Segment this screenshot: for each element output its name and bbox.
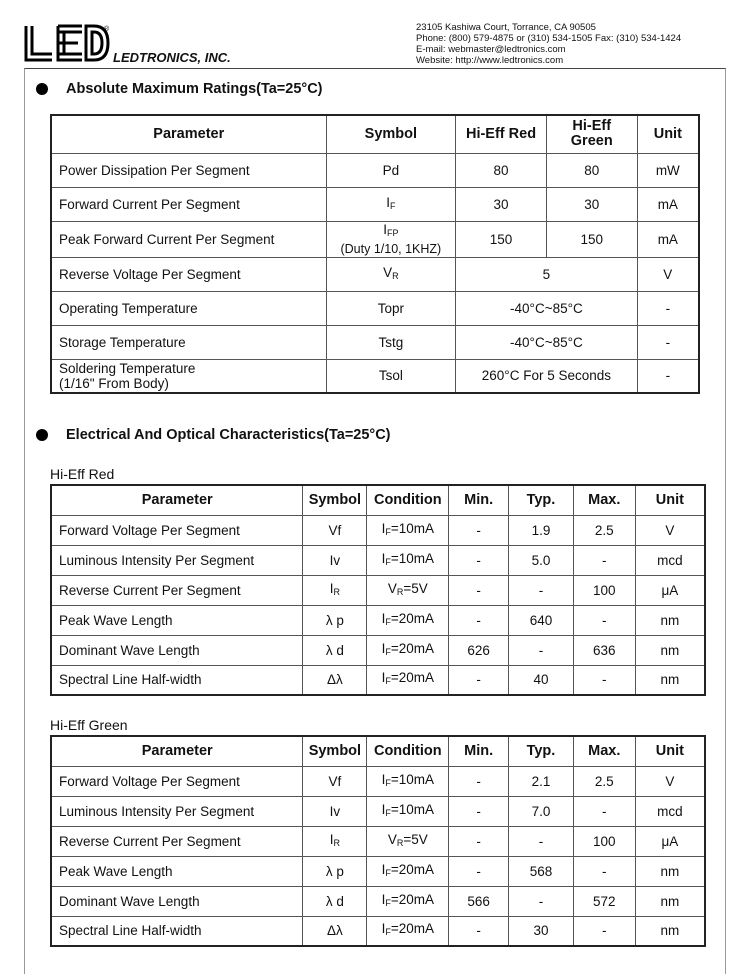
col-header: Unit bbox=[635, 485, 705, 515]
table-row: Operating Temperature Topr -40°C~85°C - bbox=[51, 291, 699, 325]
col-header: Typ. bbox=[509, 485, 574, 515]
contact-info bbox=[416, 22, 681, 66]
table-row: Reverse Voltage Per Segment $V_R$ 5 V bbox=[51, 257, 699, 291]
table-row: Forward Voltage Per Segment Vf $I_F=10mA$ - 2.1 2.5 V bbox=[51, 766, 705, 796]
col-header: Min. bbox=[449, 485, 509, 515]
col-header: Hi-Eff Red bbox=[456, 115, 547, 153]
col-header: Hi-Eff Green bbox=[546, 115, 637, 153]
red-subtitle: Hi-Eff Red bbox=[50, 466, 115, 482]
red-table bbox=[50, 484, 706, 696]
table-row: Storage Temperature Tstg -40°C~85°C - bbox=[51, 325, 699, 359]
green-subtitle: Hi-Eff Green bbox=[50, 717, 128, 733]
table-row: Forward Current Per Segment $I_F$ 30 30 mA bbox=[51, 187, 699, 221]
eoc-title: Electrical And Optical Characteristics(Ta=25°C) bbox=[36, 427, 391, 443]
phone: Phone: (800) 579-4875 or (310) 534-1505 Fax: (310) 534-1424 bbox=[416, 33, 682, 44]
table-row: Reverse Current Per Segment $I_R$ $V_R=5V$ - - 100 μA bbox=[51, 575, 705, 605]
table-row: Peak Wave Length λ p $I_F=20mA$ - 640 - nm bbox=[51, 605, 705, 635]
col-header: Typ. bbox=[509, 736, 574, 766]
col-header: Unit bbox=[637, 115, 699, 153]
bullet-icon bbox=[36, 83, 48, 95]
col-header: Parameter bbox=[51, 485, 303, 515]
email: E-mail: webmaster@ledtronics.com bbox=[416, 44, 566, 55]
table-row: Reverse Current Per Segment $I_R$ $V_R=5V$ - - 100 μA bbox=[51, 826, 705, 856]
table-row: Luminous Intensity Per Segment Iv $I_F=10mA$ - 5.0 - mcd bbox=[51, 545, 705, 575]
company-name: LEDTRONICS, INC. bbox=[113, 50, 231, 65]
col-header: Unit bbox=[635, 736, 705, 766]
table-row: Power Dissipation Per Segment Pd 80 80 mW bbox=[51, 153, 699, 187]
table-row: Spectral Line Half-width Δλ $I_F=20mA$ - 30 - nm bbox=[51, 916, 705, 946]
table-row: Luminous Intensity Per Segment Iv $I_F=10mA$ - 7.0 - mcd bbox=[51, 796, 705, 826]
col-header: Symbol bbox=[303, 736, 367, 766]
col-header: Min. bbox=[449, 736, 509, 766]
col-header: Parameter bbox=[51, 736, 303, 766]
green-table bbox=[50, 735, 706, 947]
amr-table bbox=[50, 114, 700, 394]
led-logo bbox=[22, 22, 112, 66]
table-row: Peak Forward Current Per Segment $I_{FP}$ (Duty 1/10, 1KHZ) 150 150 mA bbox=[51, 221, 699, 257]
table-row: Soldering Temperature (1/16" From Body) Tsol 260°C For 5 Seconds - bbox=[51, 359, 699, 393]
col-header: Max. bbox=[573, 736, 635, 766]
bullet-icon bbox=[36, 429, 48, 441]
col-header: Symbol bbox=[326, 115, 456, 153]
col-header: Condition bbox=[367, 485, 449, 515]
table-row: Forward Voltage Per Segment Vf $I_F=10mA$ - 1.9 2.5 V bbox=[51, 515, 705, 545]
svg-text:®: ® bbox=[104, 26, 110, 33]
table-row: Peak Wave Length λ p $I_F=20mA$ - 568 - nm bbox=[51, 856, 705, 886]
address: 23105 Kashiwa Court, Torrance, CA 90505 bbox=[416, 22, 596, 33]
table-row: Dominant Wave Length λ d $I_F=20mA$ 626 - 636 nm bbox=[51, 635, 705, 665]
col-header: Condition bbox=[367, 736, 449, 766]
col-header: Symbol bbox=[303, 485, 367, 515]
website: Website: http://www.ledtronics.com bbox=[416, 55, 564, 66]
amr-title: Absolute Maximum Ratings(Ta=25°C) bbox=[36, 81, 323, 97]
table-row: Spectral Line Half-width Δλ $I_F=20mA$ - 40 - nm bbox=[51, 665, 705, 695]
table-row: Dominant Wave Length λ d $I_F=20mA$ 566 - 572 nm bbox=[51, 886, 705, 916]
col-header: Parameter bbox=[51, 115, 326, 153]
col-header: Max. bbox=[573, 485, 635, 515]
